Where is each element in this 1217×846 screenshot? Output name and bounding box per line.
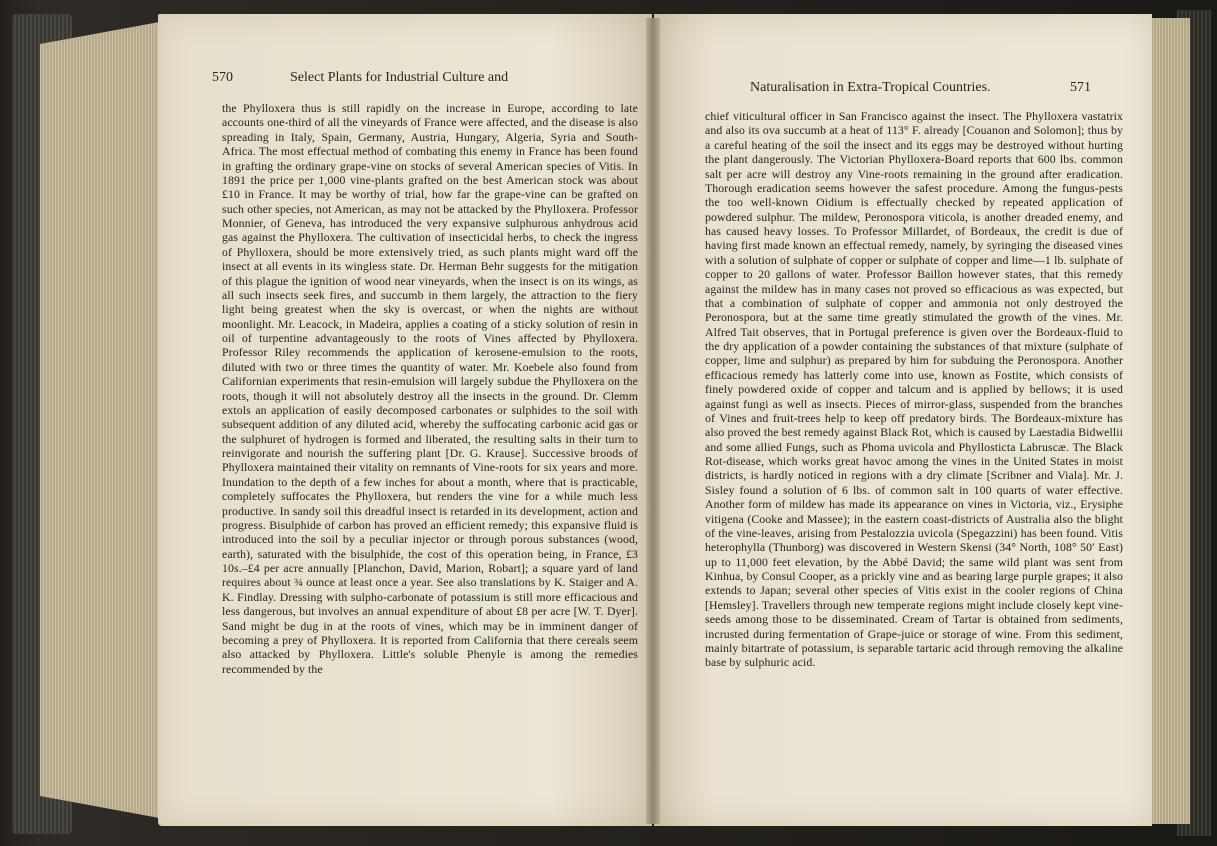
book-gutter <box>646 18 660 824</box>
page-edges-left <box>40 20 170 820</box>
page-edges-right <box>1150 18 1190 824</box>
right-running-head: Naturalisation in Extra-Tropical Countries. <box>750 80 991 95</box>
left-page-number: 570 <box>212 70 233 85</box>
right-page-body: chief viticultural officer in San Francisco against the insect. The Phylloxera vastatrix and also its ova succumb at a heat of 113° F. already [Couanon and Solomon]; thus by a careful heating of the soil the insect and its eggs may be destroyed without hurting the plant dangerously. The Victorian Phylloxera-Board reports that 600 lbs. common salt per acre will destroy any Vine-roots remaining in the ground after eradication. Thorough eradication seems however the safest procedure. Among the fungus-pests the too well-known Oidium is effectually checked by repeated application of powdered sulphur. The mildew, Peronospora viticola, is another dreaded enemy, and has caused heavy losses. To Professor Millardet, of Bordeaux, the credit is due of having first made known an effectual remedy, namely, by syringing the diseased vines with a solution of sulphate of copper or sulphate of copper and lime—1 lb. sulphate of copper to 20 gallons of water. Professor Baillon however states, that this remedy against the mildew has in many cases not proved so efficacious as was expected, but that a combination of sulphate of copper and ammonia not only destroyed the Peronospora, but at the same time greatly stimulated the growth of the vines. Mr. Alfred Tait observes, that in Portugal preference is given over the Bordeaux-fluid to the dry application of a powder containing the substances of that mixture (sulphate of copper, lime and sulphur) as prepared by him for subduing the Peronospora. Another efficacious remedy has latterly come into use, known as Fostite, which consists of finely powdered oxide of copper and talcum and is applied by bellows; it is used against fungi as well as insects. Pieces of mirror-glass, suspended from the branches of Vines and fruit-trees help to keep off predatory birds. The Bordeaux-mixture has also proved the best remedy against Black Rot, which is caused by Laestadia Bidwellii and some allied Fungs, such as Phoma uvicola and Phyllosticta Labruscæ. The Black Rot-disease, which works great havoc among the vines in the United States in moist districts, is hardly noticed in regions with a dry climate [Scribner and Viala]. Mr. J. Sisley found a solution of 6 lbs. of common salt in 100 quarts of water effective. Another form of mildew has made its appearance on vines in Victoria, viz., Erysiphe vitigena (Cooke and Massee); in the eastern coast-districts of Australia also the blight of the vine-leaves, arising from Pestalozzia uvicola (Spegazzini) has been found. Vitis heterophylla (Thunborg) was discovered in Western Skensi (34° North, 108° 50′ East) up to 11,000 feet elevation, by the Abbé David; the same wild plant was sent from Kinhua, by Consul Cooper, as a prickly vine and as bearing large purple grapes; it also extends to Japan; several other species of Vitis exist in the cooler regions of China [Hemsley]. Travellers through new temperate regions might include closely kept vine-seeds among those to be disseminated. Cream of Tartar is obtained from sediments, incrusted during fermentation of Grape-juice or storage of wine. From this sediment, mainly bitartrate of potassium, is separable tartaric acid through removing the alkaline base by sulphuric acid. <box>705 109 1124 670</box>
left-running-head: Select Plants for Industrial Culture and <box>290 70 509 85</box>
left-page-body: the Phylloxera thus is still rapidly on the increase in Europe, according to late accounts one-third of all the vineyards of France were affected, and the disease is also spreading in Italy, Spain, Germany, Austria, Hungary, Algeria, Syria and South-Africa. The most effectual method of combating this enemy in France has been found in grafting the ordinary grape-vine on stocks of several American species of Vitis. In 1891 the price per 1,000 vine-plants grafted on the best American stock was about £10 in France. It may be worthy of trial, how far the grape-vine can be grafted on such other species, not American, as may not be attacked by the Phylloxera. Professor Monnier, of Geneva, has introduced the very expansive sulphurous anhydrous acid gas against the Phylloxera. The cultivation of insecticidal herbs, to check the ingress of Phylloxera, should be more extensively tried, as such plants might ward off the insect at all events in its wingless state. Dr. Herman Behr suggests for the mitigation of this plague the ignition of wood near vineyards, when the insect is on its wings, as all such insects seek fires, and succumb in them largely, the attraction to the fiery light being greatest when the sky is overcast, or when the nights are without moonlight. Mr. Leacock, in Madeira, applies a coating of a sticky solution of resin in oil of turpentine advantageously to the roots of Vines affected by Phylloxera. Professor Riley recommends the application of kerosene-emulsion to the roots, diluted with two or three times the quantity of water. Mr. Koebele also found from Californian experiments that resin-emulsion will largely subdue the Phylloxera on the roots, though it will not absolutely destroy all the insects in the ground. Dr. Clemm extols an application of easily decomposed carbonates or sulphides to the soil with subsequent addition of any diluted acid, whereby the suffocating carbonic acid gas or the sulphuret of hydrogen is formed and liberated, the resulting salts in their turn to reinvigorate and nourish the suffering plant [Dr. G. Krause]. Successive broods of Phylloxera maintained their vitality on remnants of Vine-roots for six years and more. Inundation to the depth of a few inches for about a month, where that is practicable, completely suffocates the Phylloxera, but renders the vine for a while much less productive. In sandy soil this dreadful insect is retarded in its development, action and progress. Bisulphide of carbon has proved an efficient remedy; this expansive fluid is introduced into the soil by a peculiar injector or through porous substances (wood, earth), saturated with the bisulphide, the cost of this operation being, in France, £3 10s.–£4 per acre annually [Planchon, David, Marion, Robart]; a square yard of land requires about ¾ ounce at least once a year. See also translations by K. Staiger and A. K. Findlay. Dressing with sulpho-carbonate of potassium is still more efficacious and less dangerous, but involves an annual expenditure of about £8 per acre [W. T. Dyer]. Sand might be dug in at the roots of vines, which may be in imminent danger of becoming a prey of Phylloxera. It is reported from California that there cereals seem also attacked by Phylloxera. Little's soluble Phenyle is among the remedies recommended by the <box>222 101 638 676</box>
right-page-number: 571 <box>1070 80 1091 95</box>
